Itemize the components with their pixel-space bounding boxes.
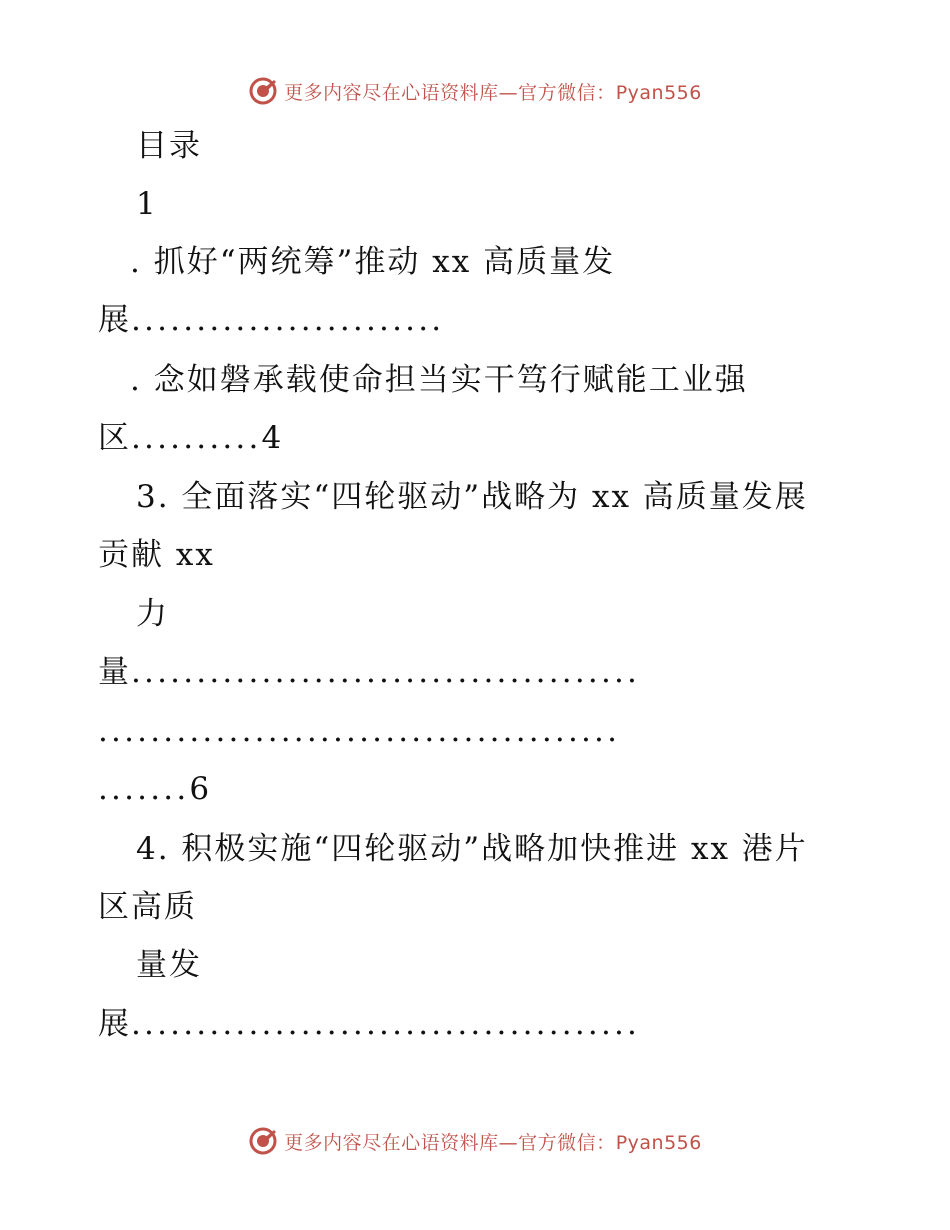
banner-wechat-id: Pyan556 — [615, 81, 702, 104]
brand-logo-icon — [248, 76, 278, 106]
banner-separator: — — [498, 81, 519, 104]
toc-item1-tail — [98, 300, 444, 340]
footer-banner — [0, 1121, 950, 1161]
toc-item1-tail-text: 展 — [98, 302, 131, 338]
toc-item3-tail-text: 量 — [98, 654, 131, 690]
toc-item3-continuation: 贡献 xx — [98, 537, 215, 573]
toc-item3-title: 3. 全面落实“四轮驱动”战略为 xx 高质量发展 — [136, 479, 808, 515]
banner-wechat-id: Pyan556 — [615, 1131, 702, 1154]
toc-item4-tail-text: 展 — [98, 1006, 131, 1042]
toc-item3-page: 6 — [189, 771, 212, 807]
toc-item3-dots-line-3 — [98, 769, 211, 809]
banner-text — [284, 1128, 702, 1155]
toc-item2-tail — [98, 418, 283, 458]
banner-wechat-label: 官方微信： — [518, 81, 616, 104]
toc-item3-dots-2: ........................................ — [98, 713, 621, 749]
banner-separator: — — [498, 1131, 519, 1154]
toc-item3-tail — [98, 652, 640, 692]
toc-item1-dots: ........................ — [131, 302, 445, 338]
banner-text — [284, 78, 702, 105]
header-banner — [0, 71, 950, 111]
toc-item2-tail-text: 区 — [98, 420, 131, 456]
toc-item2-dots: .......... — [131, 420, 262, 456]
toc-item4-continuation: 区高质 — [98, 889, 197, 925]
toc-item2-page: 4 — [261, 420, 284, 456]
toc-item3-continuation-2: 力 — [136, 596, 169, 632]
toc-item1-number: 1 — [136, 186, 158, 222]
banner-wechat-label: 官方微信： — [518, 1131, 616, 1154]
toc-item3-dots-line-2 — [98, 711, 620, 751]
banner-brand: 更多内容尽在心语资料库 — [284, 81, 499, 104]
toc-item4-tail — [98, 1004, 640, 1044]
toc-item4-continuation-2: 量发 — [136, 947, 202, 983]
toc-item1-title: . 抓好“两统筹”推动 xx 高质量发 — [130, 244, 616, 280]
toc-item3-dots-1: ....................................... — [131, 654, 641, 690]
banner-brand: 更多内容尽在心语资料库 — [284, 1131, 499, 1154]
toc-item3-dots-3: ....... — [98, 771, 190, 807]
toc-item2-title: . 念如磐承载使命担当实干笃行赋能工业强 — [130, 362, 748, 398]
toc-item4-dots: ....................................... — [131, 1006, 641, 1042]
toc-item4-title: 4. 积极实施“四轮驱动”战略加快推进 xx 港片 — [136, 831, 808, 867]
brand-logo-icon — [248, 1126, 278, 1156]
toc-heading: 目录 — [136, 128, 202, 164]
